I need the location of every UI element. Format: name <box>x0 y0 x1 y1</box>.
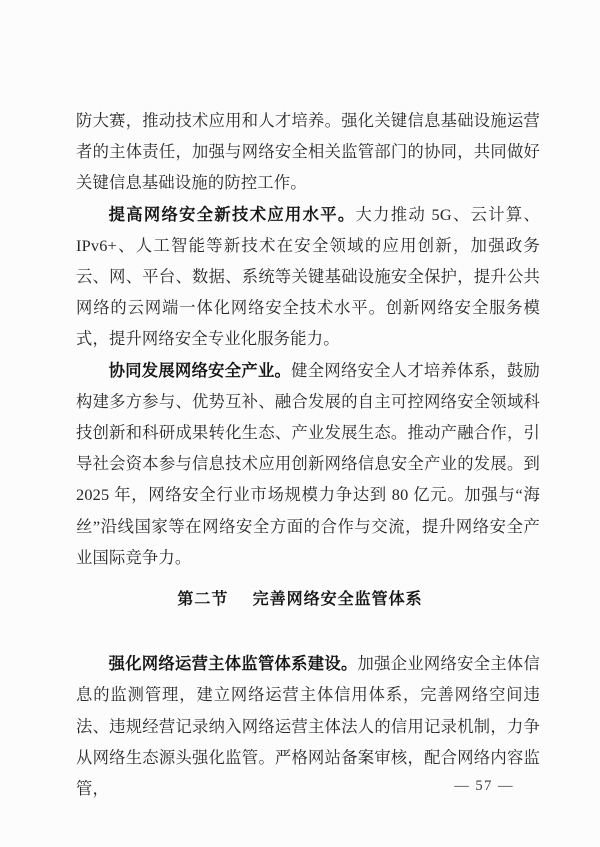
section-heading-label: 第二节 <box>177 591 229 609</box>
paragraph-text: 大力推动 5G、云计算、IPv6+、人工智能等新技术在安全领域的应用创新，加强政务云、网、平台、数据、系统等关键基础设施安全保护，提升公共网络的云网端一体化网络安全技术水平。创新网络安全服务模式，提升网络安全专业化服务能力。 <box>76 204 540 349</box>
section-heading <box>0 584 600 615</box>
paragraph <box>76 105 540 199</box>
paragraph-lead: 强化网络运营主体监管体系建设。 <box>108 654 358 674</box>
paragraph-text: 健全网络安全人才培养体系，鼓励构建多方参与、优势互补、融合发展的自主可控网络安全领域科技创新和科研成果转化生态、产业发展生态。推动产融合作，引导社会资本参与信息技术应用创新网络信息安全产业的发展。到 2025 年，网络安全行业市场规模力争达到 80 亿元。加强与“海丝”沿线国家等在网络安全方面的合作与交流，提升网络安全产业国际竞争力。 <box>76 360 540 567</box>
paragraph-text: 加强企业网络安全主体信息的监测管理，建立网络运营主体信用体系，完善网络空间违法、违规经营记录纳入网络运营主体法人的信用记录机制，力争从网络生态源头强化监管。严格网站备案审核，配合网络内容监管， <box>76 654 540 799</box>
section-heading-title: 完善网络安全监管体系 <box>252 591 423 609</box>
paragraph-lead: 提高网络安全新技术应用水平。 <box>108 204 356 224</box>
paragraph <box>76 355 540 573</box>
paragraph <box>76 199 540 355</box>
paragraph-lead: 协同发展网络安全产业。 <box>108 360 292 380</box>
body-text-block-before-heading <box>76 105 540 573</box>
paragraph-text: 防大赛，推动技术应用和人才培养。强化关键信息基础设施运营者的主体责任，加强与网络安全相关监管部门的协同，共同做好关键信息基础设施的防控工作。 <box>76 111 540 193</box>
page-number: — 57 — <box>454 778 514 794</box>
